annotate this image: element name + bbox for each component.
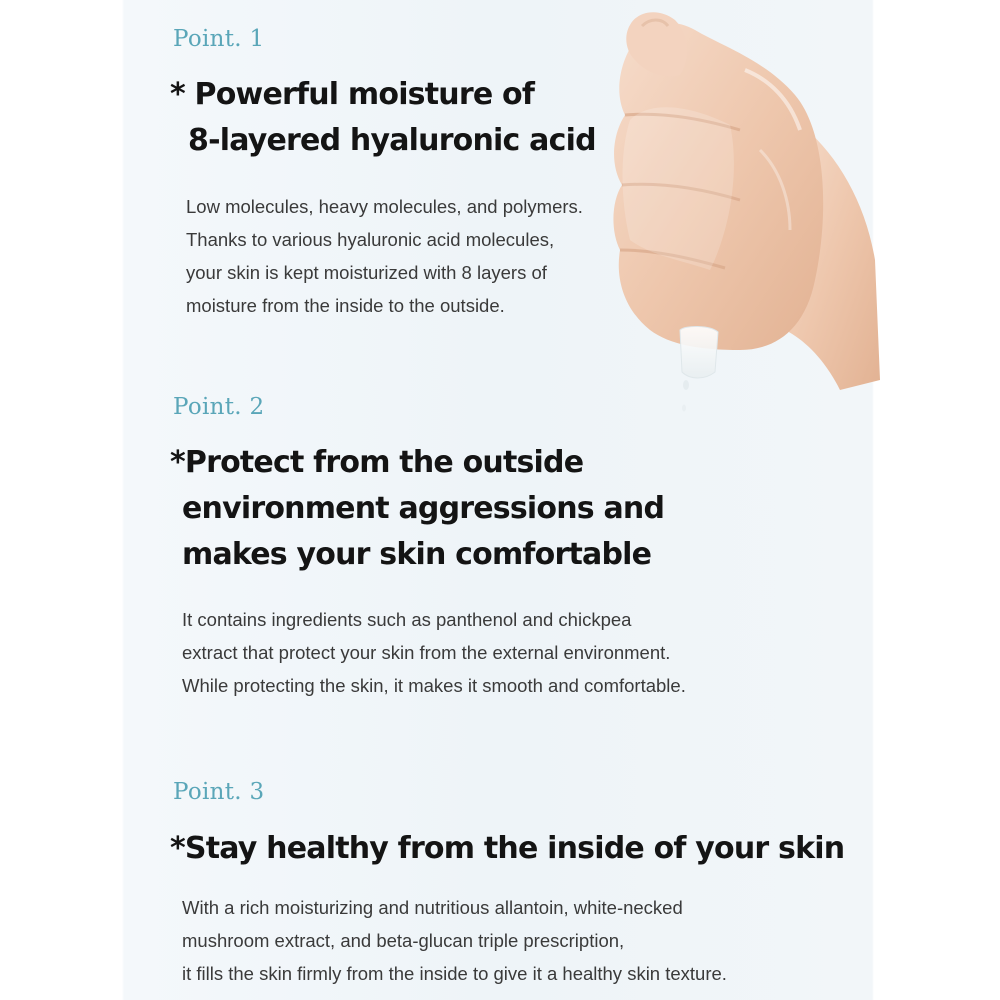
- point-2-heading-line: *Protect from the outside: [170, 445, 584, 480]
- point-3-label: Point. 3: [173, 779, 265, 805]
- point-1-heading: [170, 72, 596, 164]
- point-2-description: [182, 603, 686, 702]
- point-1-heading-line: 8-layered hyaluronic acid: [188, 123, 596, 158]
- point-1-label: Point. 1: [173, 26, 265, 52]
- point-3-heading-line: *Stay healthy from the inside of your skin: [170, 831, 845, 866]
- point-2-description-line: It contains ingredients such as panthenol and chickpea: [182, 609, 632, 630]
- point-2-label: Point. 2: [173, 394, 265, 420]
- point-2-description-line: extract that protect your skin from the external environment.: [182, 642, 671, 663]
- point-1-description-line: moisture from the inside to the outside.: [186, 295, 505, 316]
- point-2-description-line: While protecting the skin, it makes it smooth and comfortable.: [182, 675, 686, 696]
- point-1-description-line: Low molecules, heavy molecules, and polymers.: [186, 196, 583, 217]
- point-1-description-line: your skin is kept moisturized with 8 layers of: [186, 262, 547, 283]
- point-1-description-line: Thanks to various hyaluronic acid molecules,: [186, 229, 555, 250]
- point-3-heading: [170, 826, 844, 872]
- point-2-heading-line: makes your skin comfortable: [182, 537, 652, 572]
- point-3-description-line: With a rich moisturizing and nutritious allantoin, white-necked: [182, 897, 683, 918]
- hand-squeezing-gel-image: [590, 0, 880, 440]
- point-3-description: [182, 891, 727, 990]
- point-3-description-line: it fills the skin firmly from the inside to give it a healthy skin texture.: [182, 963, 727, 984]
- point-1-description: [186, 190, 583, 322]
- point-2-heading: [170, 440, 664, 578]
- point-1-heading-line: * Powerful moisture of: [170, 77, 535, 112]
- point-2-heading-line: environment aggressions and: [182, 491, 665, 526]
- point-3-description-line: mushroom extract, and beta-glucan triple prescription,: [182, 930, 625, 951]
